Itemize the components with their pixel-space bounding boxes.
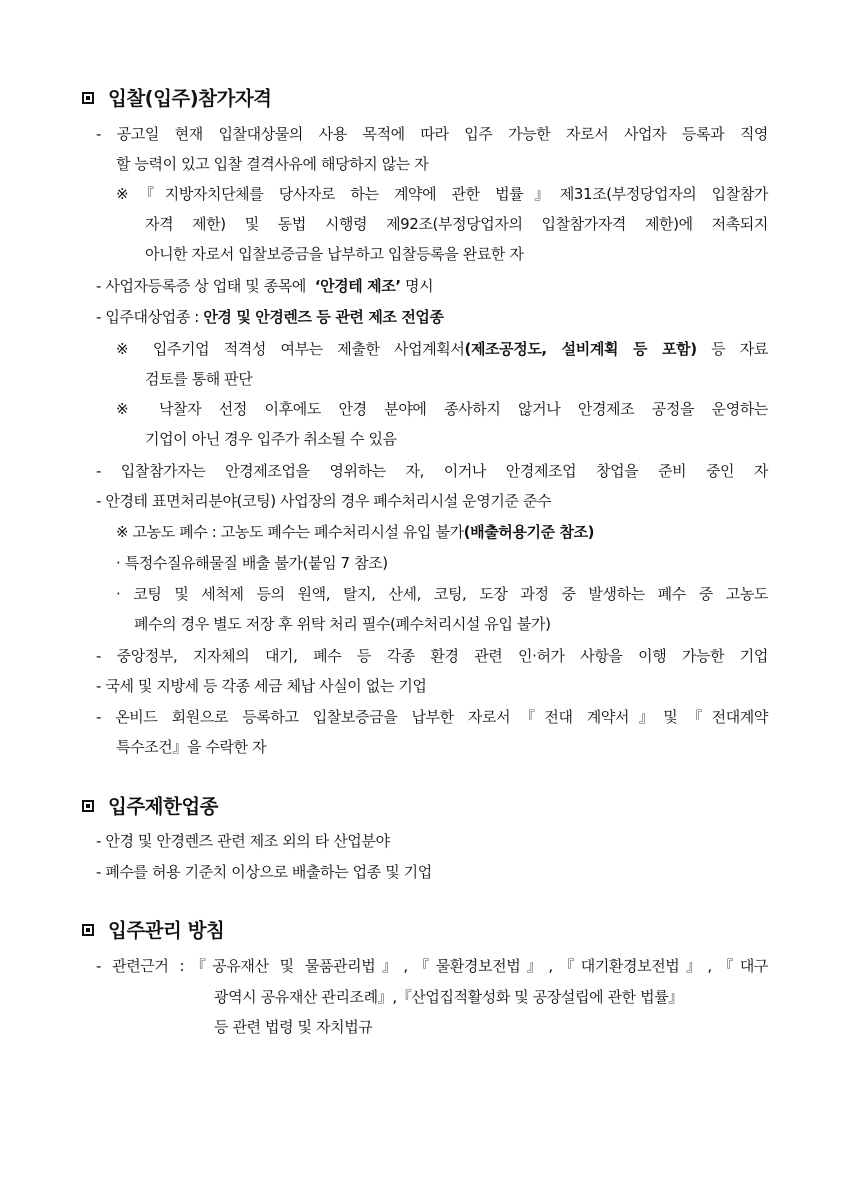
text-line: - 사업자등록증 상 업태 및 종목에 ‘안경테 제조’ 명시 <box>96 277 434 295</box>
text-line: - 안경 및 안경렌즈 관련 제조 외의 타 산업분야 <box>96 832 390 850</box>
text-line: 기업이 아닌 경우 입주가 취소될 수 있음 <box>145 430 397 448</box>
square-bullet-icon <box>82 800 94 812</box>
text-line: ※ 입주기업 적격성 여부는 제출한 사업계획서(제조공정도, 설비계획 등 포함) 등 자료 <box>116 340 768 358</box>
text-line: 광역시 공유재산 관리조례』,『산업집적활성화 및 공장설립에 관한 법률』 <box>214 988 683 1006</box>
text-line: · 특정수질유해물질 배출 불가(붙임 7 참조) <box>116 554 388 572</box>
text-line: ※ 고농도 폐수 : 고농도 폐수는 폐수처리시설 유입 불가(배출허용기준 참조) <box>116 523 595 541</box>
text-line: - 폐수를 허용 기준치 이상으로 배출하는 업종 및 기업 <box>96 863 432 881</box>
text-line: 할 능력이 있고 입찰 결격사유에 해당하지 않는 자 <box>116 155 429 173</box>
text-line: 아니한 자로서 입찰보증금을 납부하고 입찰등록을 완료한 자 <box>145 245 524 263</box>
text-line: - 안경테 표면처리분야(코팅) 사업장의 경우 폐수처리시설 운영기준 준수 <box>96 492 552 510</box>
text-line: 폐수의 경우 별도 저장 후 위탁 처리 필수(폐수처리시설 유입 불가) <box>134 615 551 633</box>
text-line: 자격 제한) 및 동법 시행령 제92조(부정당업자의 입찰참가자격 제한)에 저촉되지 <box>145 215 768 233</box>
text-line: - 중앙정부, 지자체의 대기, 폐수 등 각종 환경 관련 인·허가 사항을 이행 가능한 기업 <box>96 647 768 665</box>
text-line: - 입주대상업종 : 안경 및 안경렌즈 등 관련 제조 전업종 <box>96 308 444 326</box>
text-line: - 입찰참가자는 안경제조업을 영위하는 자, 이거나 안경제조업 창업을 준비 중인 자 <box>96 462 768 480</box>
text-line: 검토를 통해 판단 <box>145 370 253 388</box>
section-heading-management-policy: 입주관리 방침 <box>82 919 224 943</box>
text-line: - 온비드 회원으로 등록하고 입찰보증금을 납부한 자로서『전대 계약서』및『전대계약 <box>96 708 768 726</box>
emphasis-text: (제조공정도, 설비계획 등 포함) <box>464 340 697 358</box>
text-line: · 코팅 및 세척제 등의 원액, 탈지, 산세, 코팅, 도장 과정 중 발생하는 폐수 중 고농도 <box>116 585 768 603</box>
text-line: ※『지방자치단체를 당사자로 하는 계약에 관한 법률』제31조(부정당업자의 입찰참가 <box>116 185 768 203</box>
text-line: - 국세 및 지방세 등 각종 세금 체납 사실이 없는 기업 <box>96 677 427 695</box>
square-bullet-icon <box>82 924 94 936</box>
square-bullet-icon <box>82 92 94 104</box>
emphasis-text: ‘안경테 제조’ <box>314 277 401 295</box>
section-heading-eligibility: 입찰(입주)참가자격 <box>82 87 272 111</box>
text-line: - 공고일 현재 입찰대상물의 사용 목적에 따라 입주 가능한 자로서 사업자 등록과 직영 <box>96 125 768 143</box>
emphasis-text: 안경 및 안경렌즈 등 관련 제조 전업종 <box>203 308 444 326</box>
text-line: 등 관련 법령 및 자치법규 <box>214 1018 373 1036</box>
emphasis-text: (배출허용기준 참조) <box>463 523 595 541</box>
text-line: ※ 낙찰자 선정 이후에도 안경 분야에 종사하지 않거나 안경제조 공정을 운영하는 <box>116 400 768 418</box>
text-line: 특수조건』을 수락한 자 <box>116 738 267 756</box>
text-line: - 관련근거 :『공유재산 및 물품관리법』,『물환경보전법』,『대기환경보전법』,『대구 <box>96 957 768 975</box>
section-heading-restricted-industries: 입주제한업종 <box>82 795 218 819</box>
